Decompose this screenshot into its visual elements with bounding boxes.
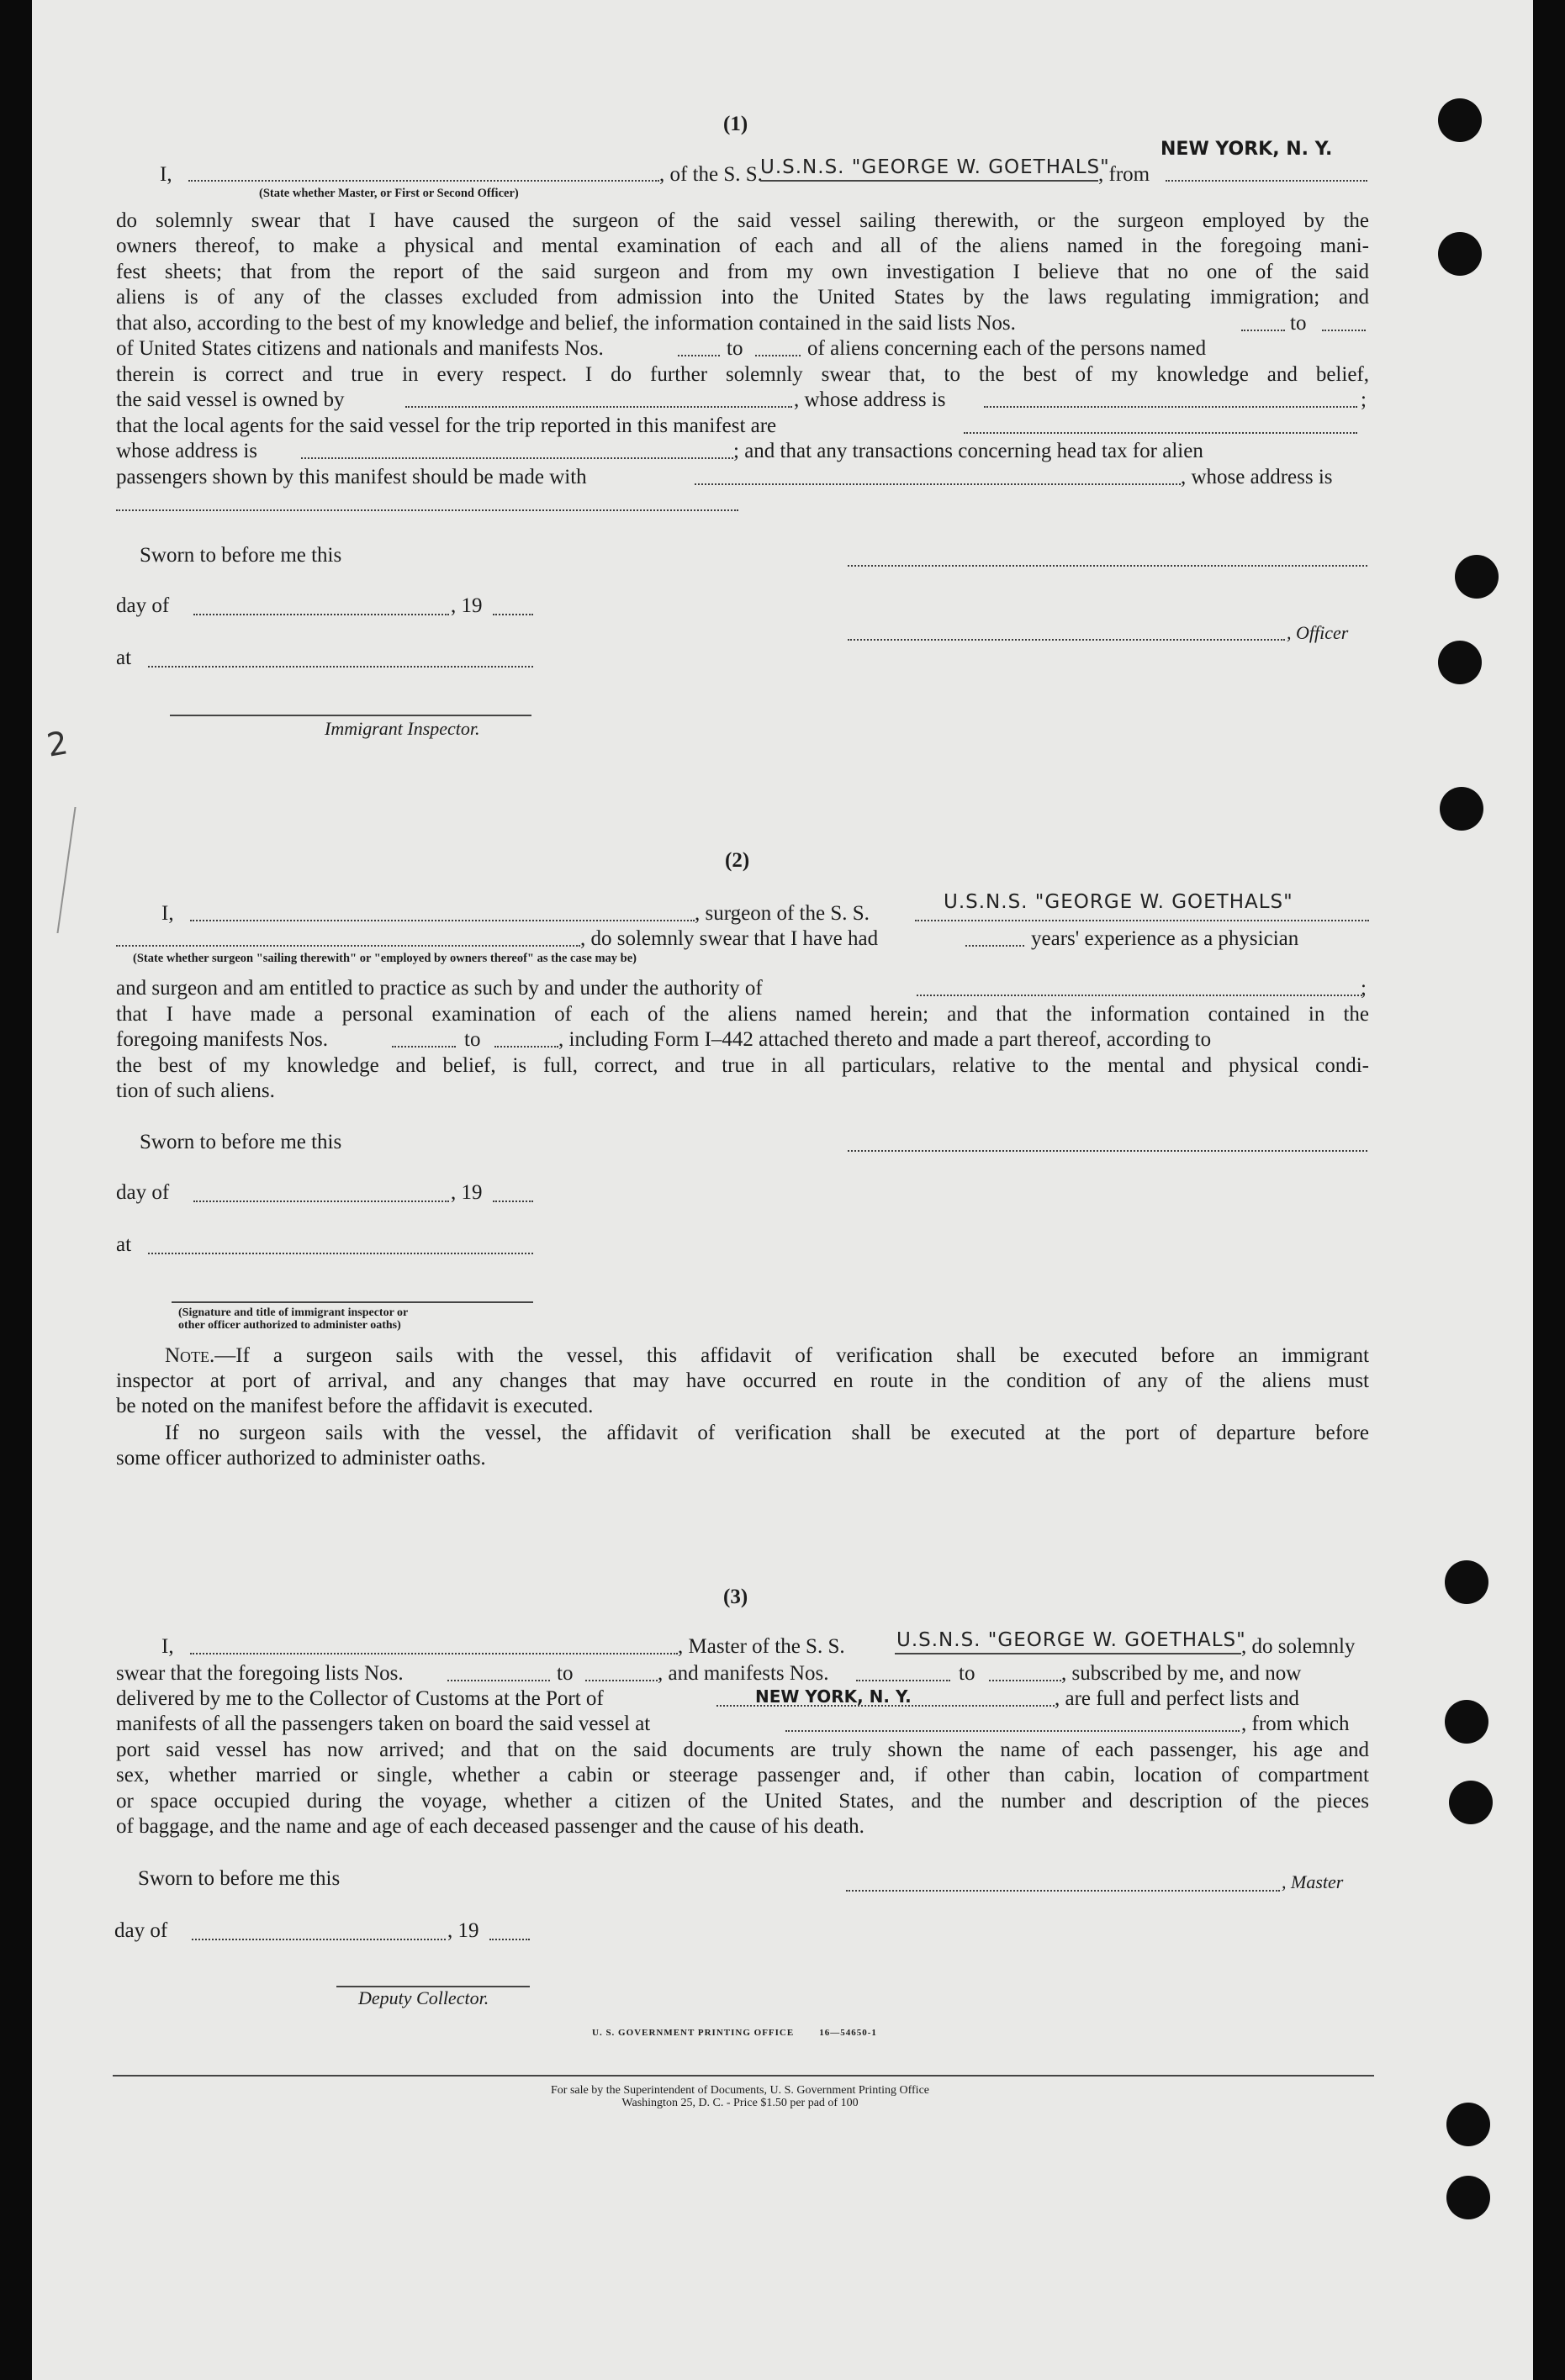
- lists-to-field[interactable]: [585, 1680, 658, 1681]
- punch-hole: [1440, 787, 1483, 831]
- port-field[interactable]: [716, 1705, 1055, 1707]
- note-line: be noted on the manifest before the affidavit is executed.: [116, 1395, 594, 1417]
- semicolon: ;: [1361, 388, 1367, 411]
- master-body-line: port said vessel has now arrived; and that on the said documents are truly shown the name of each passenger, his age and: [116, 1739, 1369, 1761]
- punch-hole: [1445, 1560, 1488, 1604]
- lists-from-field[interactable]: [447, 1680, 550, 1681]
- officer-label: , Officer: [1287, 622, 1349, 643]
- of-the-label: , of the S. S.: [659, 163, 763, 186]
- master-name-field[interactable]: [188, 180, 659, 182]
- surgeon-note: (State whether surgeon "sailing therewith" or "employed by owners thereof" as the case may be): [133, 952, 637, 965]
- surgeon-of-label: , surgeon of the S. S.: [695, 902, 870, 925]
- agents-label: that the local agents for the said vessel for the trip reported in this manifest are: [116, 414, 777, 437]
- surgeon-ship-name: U.S.N.S. "GEORGE W. GOETHALS": [944, 891, 1293, 913]
- at-field[interactable]: [148, 666, 533, 668]
- master-signature-line[interactable]: [846, 1890, 1280, 1892]
- day-of-label: day of: [116, 1181, 170, 1204]
- punch-hole: [1446, 2176, 1490, 2219]
- form-i442-label: , including Form I–442 attached thereto and made a part thereof, according to: [558, 1028, 1212, 1051]
- foregoing-to-label: to: [464, 1028, 481, 1051]
- oath-body-line: fest sheets; that from the report of the said surgeon and from my own investigation I believe that no one of the said: [116, 261, 1369, 283]
- at-label: at: [116, 1233, 132, 1256]
- master-ship-name: U.S.N.S. "GEORGE W. GOETHALS": [896, 1629, 1246, 1651]
- year-label: , 19: [451, 1181, 483, 1204]
- foregoing-label: foregoing manifests Nos.: [116, 1028, 329, 1051]
- do-solemnly-label: , do solemnly: [1241, 1635, 1356, 1658]
- owner-address-label: , whose address is: [794, 388, 946, 411]
- officer-signature-line-2[interactable]: [848, 639, 1285, 641]
- ship-name: U.S.N.S. "GEORGE W. GOETHALS": [760, 156, 1110, 178]
- manifests-to-label: to: [727, 337, 743, 360]
- surgeon-body-line: the best of my knowledge and belief, is full, correct, and true in all particulars, relative to the mental and physical condi-: [116, 1054, 1369, 1077]
- master-body-line: sex, whether married or single, whether a cabin or steerage passenger and, if other than cabin, location of compartment: [116, 1764, 1369, 1786]
- year-label: , 19: [451, 594, 483, 617]
- oath-body-line: aliens is of any of the classes excluded from admission into the United States by the laws regulating immigration; and: [116, 286, 1369, 309]
- port-stamp: NEW YORK, N. Y.: [755, 1686, 912, 1707]
- day-field[interactable]: [193, 614, 449, 615]
- master-i-label: I,: [161, 1635, 174, 1658]
- master-label: , Master: [1282, 1871, 1344, 1892]
- year-field[interactable]: [489, 1939, 530, 1940]
- agents-address-label: whose address is: [116, 440, 258, 462]
- from-which-label: , from which: [1241, 1712, 1350, 1735]
- embark-port-field[interactable]: [785, 1730, 1240, 1732]
- note-line: inspector at port of arrival, and any changes that may have occurred en route in the condition of any of the aliens must: [116, 1369, 1369, 1392]
- surgeon-status-field[interactable]: [116, 945, 580, 947]
- head-tax-address-label: , whose address is: [1181, 466, 1333, 488]
- day-field[interactable]: [192, 1939, 446, 1940]
- head-tax-contact-label: passengers shown by this manifest should be made with: [116, 466, 587, 488]
- master-name-field[interactable]: [190, 1653, 678, 1654]
- at-field[interactable]: [148, 1253, 533, 1254]
- taken-on-board-label: manifests of all the passengers taken on board the said vessel at: [116, 1712, 651, 1735]
- manifests-to-field[interactable]: [755, 355, 801, 356]
- sworn-label: Sworn to before me this: [140, 544, 342, 567]
- lists-to-label: to: [1290, 312, 1307, 335]
- day-of-label: day of: [116, 594, 170, 617]
- physician-label: years' experience as a physician: [1031, 927, 1299, 950]
- manifests-from-field[interactable]: [678, 355, 720, 356]
- lists-label: swear that the foregoing lists Nos.: [116, 1662, 404, 1685]
- margin-mark: 2: [44, 724, 71, 764]
- punch-hole: [1446, 2103, 1490, 2146]
- footer-rule: [113, 2075, 1374, 2077]
- manifests-label: , and manifests Nos.: [658, 1662, 829, 1685]
- agents-field[interactable]: [964, 432, 1357, 434]
- note-line: some officer authorized to administer oaths.: [116, 1447, 486, 1470]
- signature-note-line-1: (Signature and title of immigrant inspector or: [178, 1306, 409, 1319]
- oath-body-line: owners thereof, to make a physical and mental examination of each and all of the aliens named in the foregoing mani-: [116, 235, 1369, 257]
- foregoing-to-field[interactable]: [494, 1046, 558, 1048]
- at-label: at: [116, 646, 132, 669]
- master-note: (State whether Master, or First or Second Officer): [259, 187, 519, 200]
- from-field[interactable]: [1166, 180, 1367, 182]
- footer-line-2: Washington 25, D. C. - Price $1.50 per pad of 100: [621, 2097, 859, 2109]
- oath-body-line: therein is correct and true in every respect. I do further solemnly swear that, to the best of my knowledge and belief,: [116, 363, 1369, 386]
- punch-hole: [1455, 555, 1499, 599]
- sworn-label: Sworn to before me this: [138, 1867, 341, 1890]
- subscribed-label: , subscribed by me, and now: [1061, 1662, 1302, 1685]
- note-text: —If a surgeon sails with the vessel, this affidavit of verification shall be executed before an immigrant: [214, 1344, 1369, 1367]
- aliens-label: of aliens concerning each of the persons named: [807, 337, 1207, 360]
- head-tax-label: ; and that any transactions concerning head tax for alien: [733, 440, 1203, 462]
- punch-hole: [1438, 98, 1482, 142]
- experience-label: , do solemnly swear that I have had: [580, 927, 879, 950]
- footer-line-1: For sale by the Superintendent of Documents, U. S. Government Printing Office: [551, 2084, 929, 2097]
- year-label: , 19: [447, 1919, 479, 1942]
- years-field[interactable]: [965, 945, 1024, 947]
- note-line: If no surgeon sails with the vessel, the affidavit of verification shall be executed at the port of departure before: [165, 1422, 1369, 1444]
- authority-label: and surgeon and am entitled to practice as such by and under the authority of: [116, 977, 763, 1000]
- lists-label: that also, according to the best of my knowledge and belief, the information contained in the said lists Nos.: [116, 312, 1016, 335]
- full-lists-label: , are full and perfect lists and: [1055, 1687, 1299, 1710]
- oath-body-line: do solemnly swear that I have caused the surgeon of the said vessel sailing therewith, or the surgeon employed by the: [116, 209, 1369, 232]
- day-field[interactable]: [193, 1201, 449, 1202]
- sworn-label: Sworn to before me this: [140, 1131, 342, 1153]
- foregoing-from-field[interactable]: [392, 1046, 456, 1048]
- surgeon-signature-line[interactable]: [848, 1150, 1367, 1152]
- punch-hole: [1445, 1700, 1488, 1744]
- section-2-number: (2): [725, 849, 750, 872]
- head-tax-contact-field[interactable]: [695, 483, 1181, 485]
- manifests-from-field[interactable]: [856, 1680, 950, 1681]
- master-of-label: , Master of the S. S.: [678, 1635, 845, 1658]
- owner-label: the said vessel is owned by: [116, 388, 345, 411]
- surgeon-body-line: that I have made a personal examination of each of the aliens named herein; and that the information contained in the: [116, 1003, 1369, 1026]
- officer-signature-line-1[interactable]: [848, 565, 1367, 567]
- gpo-imprint: U. S. GOVERNMENT PRINTING OFFICE 16—54650-1: [592, 2028, 877, 2038]
- punch-hole: [1449, 1781, 1493, 1824]
- immigrant-inspector-label: Immigrant Inspector.: [325, 718, 480, 739]
- oath-i-label: I,: [160, 163, 172, 186]
- collector-label: delivered by me to the Collector of Customs at the Port of: [116, 1687, 604, 1710]
- lists-from-field[interactable]: [1241, 330, 1285, 331]
- inspector-signature-line[interactable]: [172, 1301, 533, 1303]
- master-ship-field: [895, 1653, 1241, 1654]
- day-of-label: day of: [114, 1919, 168, 1942]
- from-label: , from: [1098, 163, 1150, 186]
- note-label: Note.: [165, 1344, 215, 1367]
- owner-address-field[interactable]: [984, 406, 1357, 408]
- note-line: [165, 1343, 1369, 1369]
- from-place-stamp: NEW YORK, N. Y.: [1161, 139, 1333, 160]
- deputy-collector-label: Deputy Collector.: [358, 1987, 489, 2008]
- year-field[interactable]: [493, 614, 533, 615]
- ship-name-field: [760, 180, 1098, 182]
- punch-hole: [1438, 232, 1482, 276]
- master-body-line: of baggage, and the name and age of each deceased passenger and the cause of his death.: [116, 1815, 864, 1838]
- punch-hole: [1438, 641, 1482, 684]
- surgeon-body-line: tion of such aliens.: [116, 1079, 275, 1102]
- manifests-to-field[interactable]: [989, 1680, 1061, 1681]
- surgeon-ship-field: [915, 920, 1369, 921]
- year-field[interactable]: [493, 1201, 533, 1202]
- agents-address-field[interactable]: [301, 457, 733, 459]
- lists-to-label: to: [557, 1662, 574, 1685]
- surgeon-name-field[interactable]: [190, 920, 695, 921]
- semicolon: ;: [1361, 977, 1367, 1000]
- section-3-number: (3): [723, 1586, 748, 1608]
- manifests-to-label: to: [959, 1662, 975, 1685]
- master-body-line: or space occupied during the voyage, whether a citizen of the United States, and the number and description of the pieces: [116, 1790, 1369, 1813]
- authority-field[interactable]: [917, 995, 1362, 996]
- inspector-signature-line[interactable]: [170, 715, 531, 716]
- surgeon-i-label: I,: [161, 902, 174, 925]
- manifests-label: of United States citizens and nationals and manifests Nos.: [116, 337, 604, 360]
- signature-note-line-2: other officer authorized to administer oaths): [178, 1319, 401, 1332]
- head-tax-address-field[interactable]: [116, 509, 738, 511]
- owner-field[interactable]: [405, 406, 792, 408]
- lists-to-field[interactable]: [1322, 330, 1366, 331]
- section-1-number: (1): [723, 113, 748, 135]
